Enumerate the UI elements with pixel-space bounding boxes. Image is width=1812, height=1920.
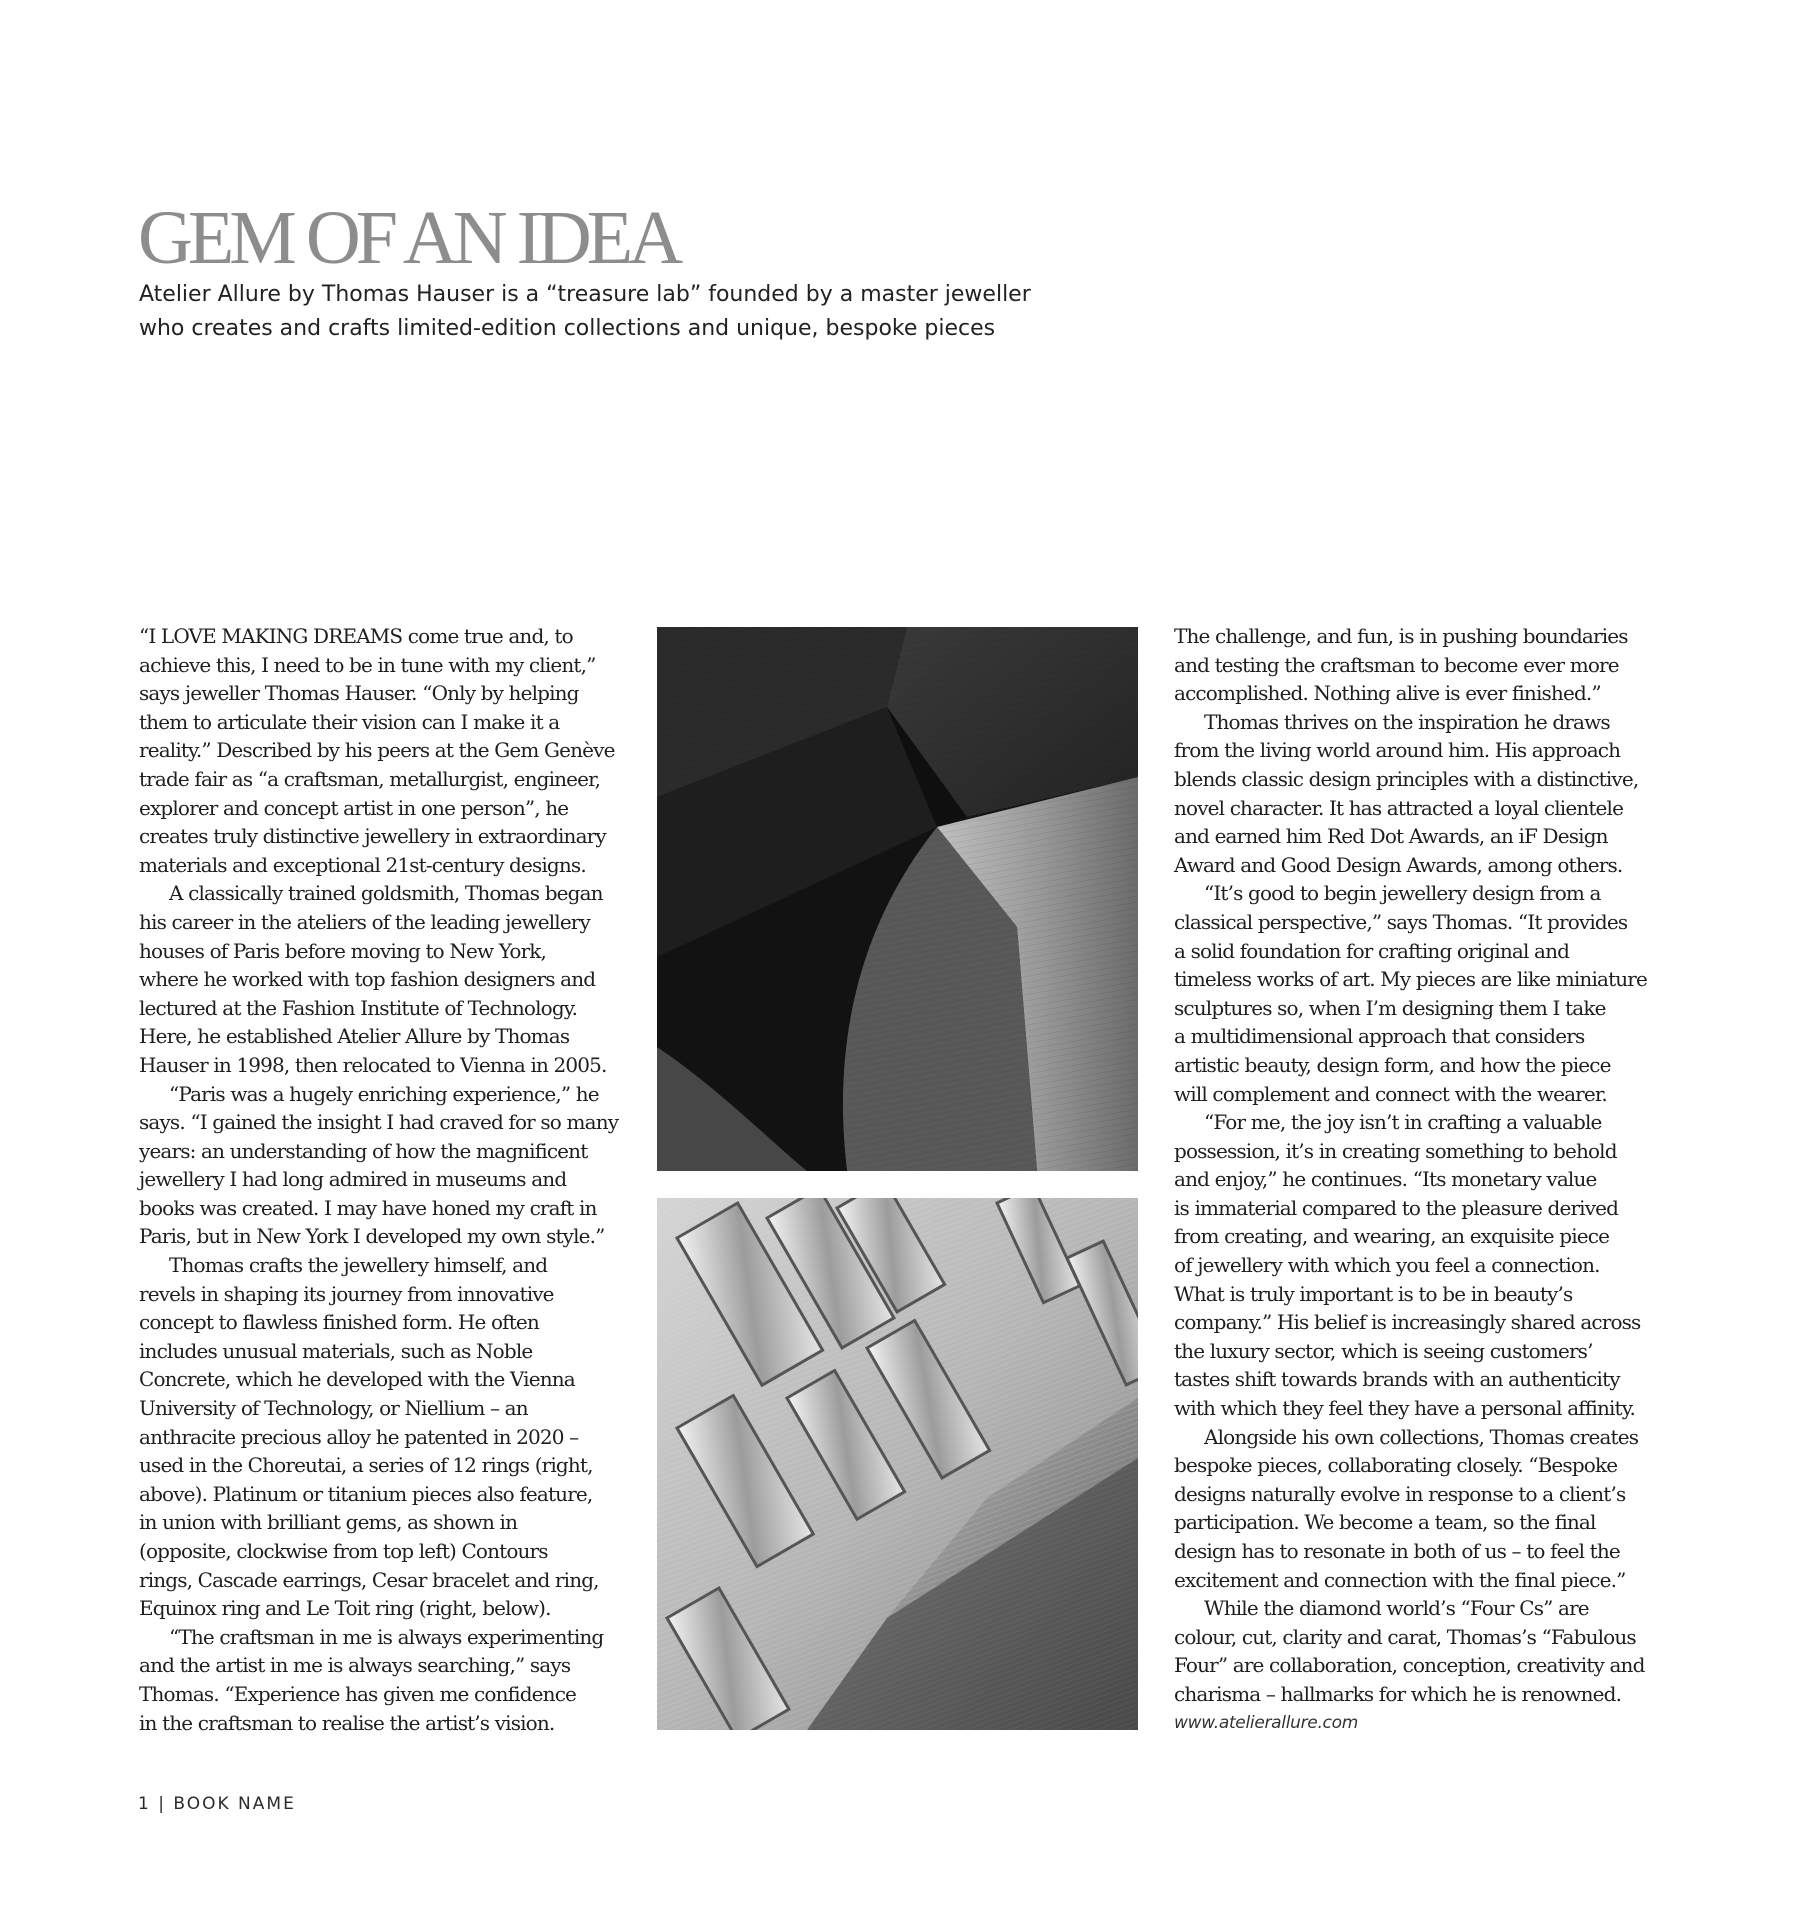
text-line: Thomas. “Experience has given me confidence	[139, 1681, 577, 1706]
article-title: GEM OF AN IDEA	[138, 196, 679, 280]
page-number: 1	[138, 1794, 151, 1814]
text-line: where he worked with top fashion designers and	[139, 967, 596, 992]
body-paragraph	[1174, 1108, 1664, 1423]
text-line: concept to flawless finished form. He often	[139, 1310, 539, 1335]
body-paragraph	[139, 622, 629, 879]
text-line: houses of Paris before moving to New York,	[139, 938, 547, 963]
text-line: in the craftsman to realise the artist’s vision.	[139, 1710, 555, 1735]
text-line: “The craftsman in me is always experimenting	[169, 1624, 604, 1649]
text-line: blends classic design principles with a distinctive,	[1174, 766, 1639, 791]
text-line: design has to resonate in both of us – to feel the	[1174, 1539, 1620, 1563]
text-line: Concrete, which he developed with the Vienna	[139, 1367, 575, 1392]
text-line: his career in the ateliers of the leading jewellery	[139, 909, 590, 934]
body-paragraph	[139, 879, 629, 1079]
text-line: trade fair as “a craftsman, metallurgist, engineer,	[139, 766, 601, 791]
website-link[interactable]: www.atelierallure.com	[1174, 1712, 1358, 1733]
text-line: them to articulate their vision can I make it a	[139, 709, 560, 734]
text-line: Equinox ring and Le Toit ring (right, below).	[139, 1596, 551, 1621]
page-footer	[138, 1794, 296, 1814]
text-line: Hauser in 1998, then relocated to Vienna in 2005.	[139, 1052, 607, 1077]
text-line: “For me, the joy isn’t in crafting a valuable	[1204, 1110, 1602, 1135]
text-line: includes unusual materials, such as Noble	[139, 1338, 533, 1363]
text-line: University of Technology, or Niellium – an	[139, 1396, 528, 1421]
text-line: and testing the craftsman to become ever more	[1174, 652, 1619, 677]
text-line: participation. We become a team, so the final	[1174, 1510, 1596, 1535]
text-line: explorer and concept artist in one person”, he	[139, 795, 569, 820]
text-line: the luxury sector, which is seeing customers’	[1174, 1338, 1593, 1363]
text-line: is immaterial compared to the pleasure derived	[1174, 1195, 1619, 1220]
text-line: designs naturally evolve in response to a client’s	[1174, 1481, 1626, 1506]
text-line: company.” His belief is increasingly shared across	[1174, 1310, 1641, 1335]
body-paragraph	[1174, 622, 1664, 708]
text-line: with which they feel they have a personal affinity.	[1174, 1396, 1636, 1421]
text-line: (opposite, clockwise from top left) Contours	[139, 1539, 548, 1563]
text-line: colour, cut, clarity and carat, Thomas’s “Fabulous	[1174, 1624, 1636, 1649]
text-line: jewellery I had long admired in museums and	[139, 1167, 567, 1192]
text-line: Four” are collaboration, conception, creativity and	[1174, 1653, 1645, 1678]
article-standfirst	[139, 278, 1039, 346]
text-line: above). Platinum or titanium pieces also feature,	[139, 1481, 593, 1506]
text-line: What is truly important is to be in beauty’s	[1174, 1281, 1573, 1306]
text-line: Thomas thrives on the inspiration he draws	[1204, 709, 1610, 734]
body-paragraph	[139, 1080, 629, 1252]
body-paragraph	[139, 1623, 629, 1737]
text-line: Alongside his own collections, Thomas creates	[1204, 1424, 1639, 1449]
text-line: classical perspective,” says Thomas. “It provides	[1174, 909, 1628, 934]
text-line: Award and Good Design Awards, among others.	[1174, 852, 1623, 877]
text-line: “I LOVE MAKING DREAMS come true and, to	[139, 624, 573, 648]
text-line: lectured at the Fashion Institute of Technology.	[139, 995, 578, 1020]
text-line: accomplished. Nothing alive is ever finished.”	[1174, 681, 1601, 706]
text-line: While the diamond world’s “Four Cs” are	[1204, 1596, 1589, 1621]
text-line: excitement and connection with the final piece.”	[1174, 1567, 1626, 1592]
text-line: revels in shaping its journey from innovative	[139, 1281, 554, 1306]
text-line: a multidimensional approach that considers	[1174, 1024, 1585, 1049]
text-line: and earned him Red Dot Awards, an iF Design	[1174, 824, 1608, 849]
text-line: and enjoy,” he continues. “Its monetary value	[1174, 1167, 1597, 1192]
text-line: Here, he established Atelier Allure by Thomas	[139, 1024, 570, 1049]
text-line: bespoke pieces, collaborating closely. “Bespoke	[1174, 1453, 1618, 1478]
text-line: and the artist in me is always searching,” says	[139, 1653, 571, 1678]
body-paragraph	[1174, 1423, 1664, 1595]
text-line: materials and exceptional 21st-century designs.	[139, 852, 586, 877]
body-paragraph	[1174, 708, 1664, 880]
text-line: artistic beauty, design form, and how the piece	[1174, 1052, 1611, 1077]
faceted-dark-ring-photo-icon	[657, 627, 1138, 1171]
standfirst-line: Atelier Allure by Thomas Hauser is a “treasure lab” founded by a master jeweller	[139, 282, 1031, 307]
footer-separator: |	[158, 1794, 166, 1814]
text-line: in union with brilliant gems, as shown in	[139, 1510, 518, 1535]
text-line: says jeweller Thomas Hauser. “Only by helping	[139, 681, 579, 706]
book-name: BOOK NAME	[173, 1794, 296, 1814]
text-line: novel character. It has attracted a loyal clientele	[1174, 795, 1624, 820]
text-line: will complement and connect with the wearer.	[1174, 1081, 1607, 1106]
text-line: “It’s good to begin jewellery design from a	[1204, 881, 1601, 906]
standfirst-line: who creates and crafts limited-edition collections and unique, bespoke pieces	[139, 316, 996, 341]
body-paragraph	[139, 1251, 629, 1623]
text-line: creates truly distinctive jewellery in extraordinary	[139, 824, 606, 849]
text-line: anthracite precious alloy he patented in 2020 –	[139, 1424, 579, 1449]
text-line: Paris, but in New York I developed my own style.”	[139, 1224, 605, 1249]
text-line: The challenge, and fun, is in pushing boundaries	[1174, 624, 1628, 648]
text-line: a solid foundation for crafting original and	[1174, 938, 1570, 963]
body-paragraph	[1174, 1594, 1664, 1708]
text-line: from the living world around him. His approach	[1174, 738, 1621, 763]
text-line: says. “I gained the insight I had craved for so many	[139, 1110, 619, 1135]
text-line: timeless works of art. My pieces are like miniature	[1174, 967, 1647, 992]
body-column-left	[139, 622, 629, 1737]
text-line: from creating, and wearing, an exquisite piece	[1174, 1224, 1610, 1249]
body-column-right	[1174, 622, 1664, 1737]
text-line: books was created. I may have honed my craft in	[139, 1195, 597, 1220]
text-line: reality.” Described by his peers at the Gem Genève	[139, 738, 615, 763]
text-line: of jewellery with which you feel a connection.	[1174, 1253, 1600, 1278]
text-line: possession, it’s in creating something to behold	[1174, 1138, 1617, 1163]
text-line: sculptures so, when I’m designing them I take	[1174, 995, 1606, 1020]
baguette-diamond-ring-photo-icon	[657, 1198, 1138, 1730]
text-line: “Paris was a hugely enriching experience,” he	[169, 1081, 599, 1106]
text-line: A classically trained goldsmith, Thomas began	[169, 881, 603, 906]
text-line: years: an understanding of how the magnificent	[139, 1138, 588, 1163]
text-line: rings, Cascade earrings, Cesar bracelet and ring,	[139, 1567, 599, 1592]
text-line: Thomas crafts the jewellery himself, and	[169, 1253, 548, 1278]
text-line: tastes shift towards brands with an authenticity	[1174, 1367, 1620, 1392]
text-line: achieve this, I need to be in tune with my client,”	[139, 652, 596, 677]
text-line: charisma – hallmarks for which he is renowned.	[1174, 1681, 1622, 1706]
text-line: used in the Choreutai, a series of 12 rings (right,	[139, 1453, 593, 1478]
body-paragraph	[1174, 879, 1664, 1108]
